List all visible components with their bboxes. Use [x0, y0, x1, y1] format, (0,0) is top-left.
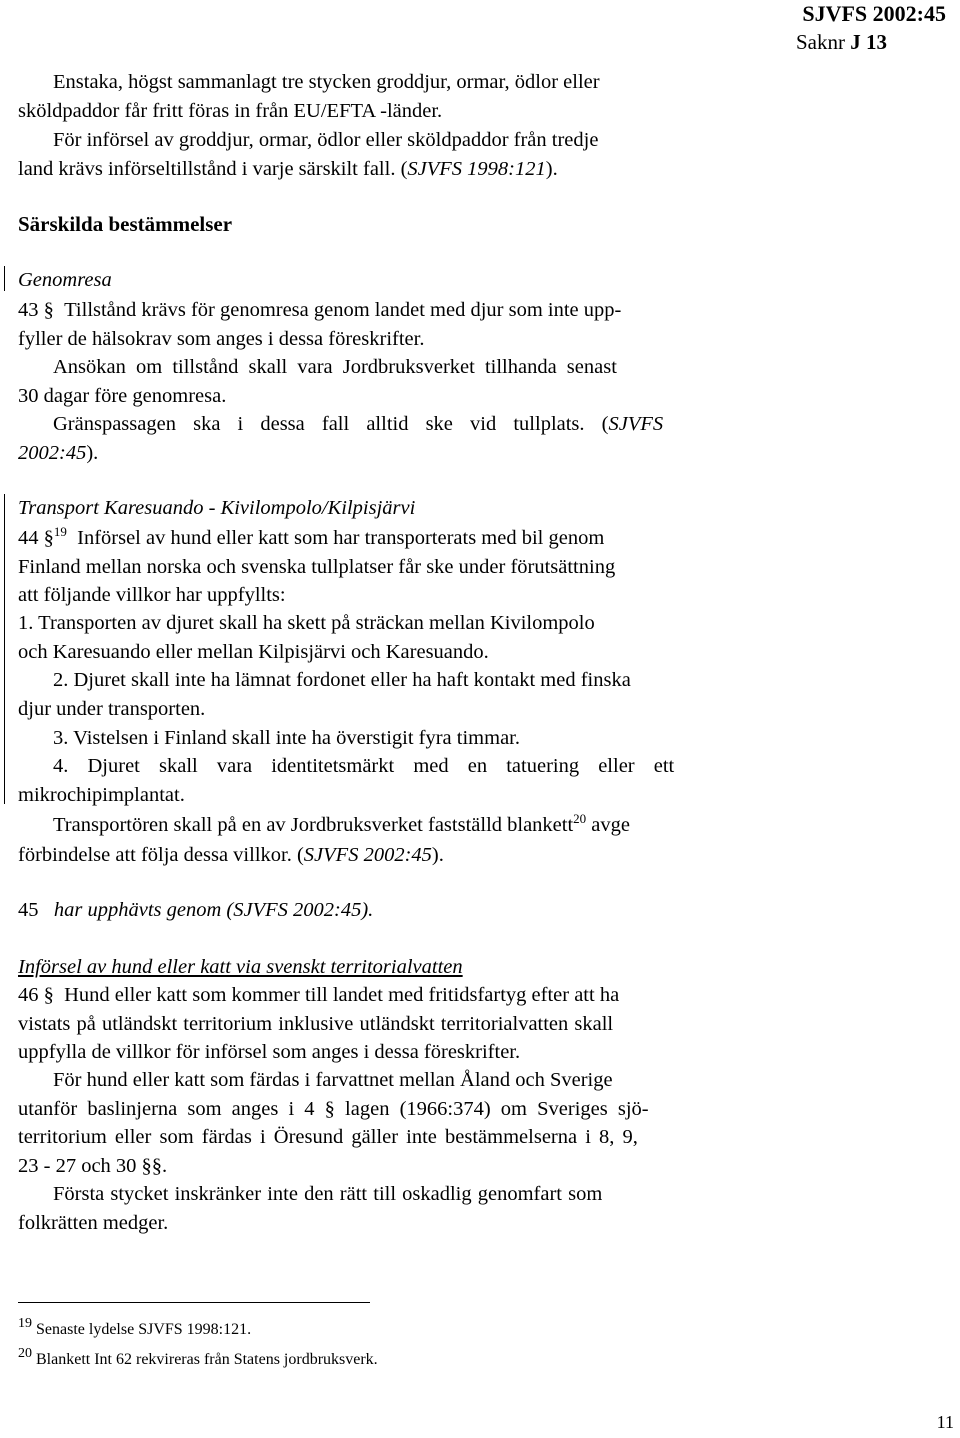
s46-line-2: vistats på utländskt territorium inklusive utländskt territorialvatten skall	[18, 1013, 614, 1035]
s44-item-4-line-2: mikrochipimplantat.	[18, 784, 185, 806]
s43-line-4: 30 dagar före genomresa.	[18, 385, 227, 407]
s43-line-1: 43 § Tillstånd krävs för genomresa genom landet med djur som inte upp-	[18, 299, 622, 321]
footnote-20-text: Blankett Int 62 rekvireras från Statens jordbruksverk.	[36, 1351, 378, 1368]
s46-line-3: uppfylla de villkor för införsel som anges i dessa föreskrifter.	[18, 1041, 521, 1063]
intro-line-1: Enstaka, högst sammanlagt tre stycken groddjur, ormar, ödlor eller	[53, 71, 600, 93]
s44-transport-line-2: förbindelse att följa dessa villkor. (SJVFS 2002:45).	[18, 844, 444, 866]
s43-line-3: Ansökan om tillstånd skall vara Jordbruksverket tillhanda senast	[53, 356, 617, 378]
s46-line-5: utanför baslinjerna som anges i 4 § lagen (1966:374) om Sveriges sjö-	[18, 1098, 649, 1120]
intro-line-4: land krävs införseltillstånd i varje särskilt fall. (SJVFS 1998:121).	[18, 158, 558, 180]
s44-item-1-line-2: och Karesuando eller mellan Kilpisjärvi och Karesuando.	[18, 641, 489, 663]
s46-line-8: Första stycket inskränker inte den rätt till oskadlig genomfart som	[53, 1183, 603, 1205]
saknr-label: Saknr	[796, 30, 845, 54]
header-code: SJVFS 2002:45	[802, 1, 946, 26]
footnote-ref-19[interactable]: 19	[53, 524, 67, 539]
header-saknr	[796, 28, 887, 56]
s45-line: 45 har upphävts genom (SJVFS 2002:45).	[18, 899, 374, 921]
s44-transport-line-1: Transportören skall på en av Jordbruksverket fastställd blankett$^{20}$ avge	[53, 811, 630, 836]
intro-ref: SJVFS 1998:121	[407, 158, 546, 180]
footnote-19-num: 19	[18, 1316, 32, 1331]
s44-line-3: att följande villkor har uppfyllts:	[18, 584, 286, 606]
s46-line-4: För hund eller katt som färdas i farvattnet mellan Åland och Sverige	[53, 1069, 613, 1091]
s43-title: Genomresa	[18, 269, 112, 291]
s43-line-6: 2002:45).	[18, 442, 99, 464]
change-bar-44	[4, 494, 5, 804]
s44-item-2-line-2: djur under transporten.	[18, 698, 206, 720]
s44-item-1-line-1: 1. Transporten av djuret skall ha skett på sträckan mellan Kivilompolo	[18, 612, 595, 634]
footnote-19	[18, 1316, 252, 1340]
s46-line-7: 23 - 27 och 30 §§.	[18, 1155, 168, 1177]
s44-line-2: Finland mellan norska och svenska tullplatser får ske under förutsättning	[18, 556, 616, 578]
s43-line-5: Gränspassagen ska i dessa fall alltid ske vid tullplats. (SJVFS	[53, 413, 664, 435]
intro-line-3: För införsel av groddjur, ormar, ödlor eller sköldpaddor från tredje	[53, 129, 599, 151]
s43-line-2: fyller de hälsokrav som anges i dessa föreskrifter.	[18, 328, 425, 350]
s44-item-2-line-1: 2. Djuret skall inte ha lämnat fordonet eller ha haft kontakt med finska	[53, 669, 631, 691]
page-number: 11	[936, 1412, 954, 1432]
footnote-divider	[18, 1302, 370, 1303]
s44-title: Transport Karesuando - Kivilompolo/Kilpisjärvi	[18, 497, 416, 519]
s46-title: Införsel av hund eller katt via svenskt territorialvatten	[18, 956, 463, 978]
s44-item-4-line-1: 4. Djuret skall vara identitetsmärkt med en tatuering eller ett	[53, 755, 675, 777]
footnote-20-num: 20	[18, 1346, 32, 1361]
footnote-ref-20[interactable]: 20	[573, 811, 587, 826]
s46-line-1: 46 § Hund eller katt som kommer till landet med fritidsfartyg efter att ha	[18, 984, 620, 1006]
change-bar-43	[4, 266, 5, 291]
footnote-19-text: Senaste lydelse SJVFS 1998:121.	[36, 1321, 252, 1338]
section-heading: Särskilda bestämmelser	[18, 212, 233, 236]
s46-line-9: folkrätten medger.	[18, 1212, 169, 1234]
s44-item-3: 3. Vistelsen i Finland skall inte ha överstigit fyra timmar.	[53, 727, 520, 749]
intro-line-2: sköldpaddor får fritt föras in från EU/EFTA -länder.	[18, 100, 443, 122]
s46-line-6: territorium eller som färdas i Öresund gäller inte bestämmelserna i 8, 9,	[18, 1126, 638, 1148]
s44-line-1: 44 §$^{19}$ Införsel av hund eller katt som har transporterats med bil genom	[18, 524, 605, 549]
saknr-value: J 13	[850, 30, 887, 54]
footnote-20	[18, 1346, 378, 1370]
